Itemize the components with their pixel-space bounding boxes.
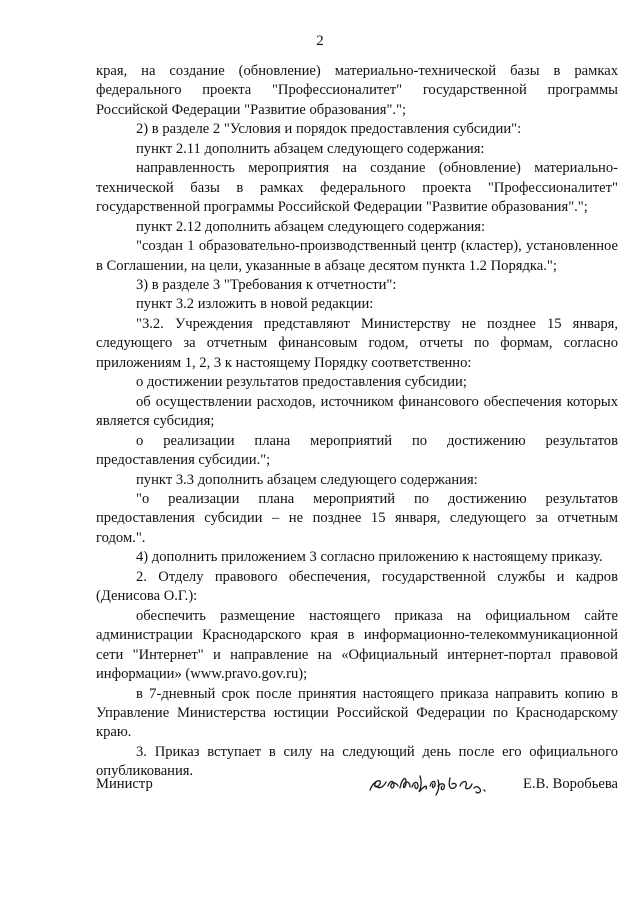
paragraph-appendix: 4) дополнить приложением 3 согласно приложению к настоящему приказу. [136,549,603,566]
paragraph-section3-heading: 3) в разделе 3 "Требования к отчетности": [136,276,397,293]
paragraph-point-3-3: пункт 3.3 дополнить абзацем следующего содержания: [136,471,478,488]
page-number: 2 [316,33,324,49]
paragraph-point-3-2: пункт 3.2 изложить в новой редакции: [136,296,374,313]
document-body [96,62,618,782]
paragraph-section2-heading: 2) в разделе 2 "Условия и порядок предоставления субсидии": [136,121,522,138]
signature-block [96,768,618,808]
handwritten-signature [364,768,494,800]
paragraph-point-3-3-text: "о реализации плана мероприятий по достижению результатов предоставления субсидии – не позднее 15 января, следующего за отчетным годом.". [96,490,618,546]
paragraph-effective-date: 3. Приказ вступает в силу на следующий день после его официального опубликования. [96,743,618,780]
paragraph-report-results: о достижении результатов предоставления субсидии; [136,374,467,391]
paragraph-ministry-of-justice: в 7-дневный срок после принятия настоящего приказа направить копию в Управление Министерства юстиции Российской Федерации по Краснодарскому краю. [96,685,618,741]
signatory-name: Е.В. Воробьева [523,776,618,792]
paragraph-point-2-11: пункт 2.11 дополнить абзацем следующего содержания: [136,140,485,157]
paragraph-point-2-11-text: направленность мероприятия на создание (обновление) материально-технической базы в рамках федерального проекта "Профессионалитет" государственной программы Российской Федерации "Развитие образования"."; [96,160,618,216]
paragraph-point-2-12-text: "создан 1 образовательно-производственный центр (кластер), установленное в Соглашении, на цели, указанные в абзаце десятом пункта 1.2 Порядка."; [96,238,618,274]
paragraph-legal-department: 2. Отделу правового обеспечения, государственной службы и кадров (Денисова О.Г.): [96,568,618,605]
paragraph-point-3-2-text: "3.2. Учреждения представляют Министерству не позднее 15 января, следующего за отчетным финансовым годом, отчеты по формам, согласно приложениям 1, 2, 3 к настоящему Порядку соответственно: [96,315,618,371]
paragraph-point-2-12: пункт 2.12 дополнить абзацем следующего содержания: [136,218,486,235]
paragraph-report-expenses: об осуществлении расходов, источником финансового обеспечения которых является субсидия; [96,393,618,430]
paragraph-publication: обеспечить размещение настоящего приказа на официальном сайте администрации Краснодарского края в информационно-телекоммуникационной сети "Интернет" и направление на «Официальный интернет-портал правовой информации» (www.pravo.gov.ru); [96,607,618,683]
paragraph-intro-continuation: края, на создание (обновление) материально-технической базы в рамках федерального проекта "Профессионалитет" государственной программы Российской Федерации "Развитие образования"."; [96,63,618,118]
paragraph-report-plan: о реализации плана мероприятий по достижению результатов предоставления субсидии."; [96,432,618,469]
signatory-title: Министр [96,776,153,792]
